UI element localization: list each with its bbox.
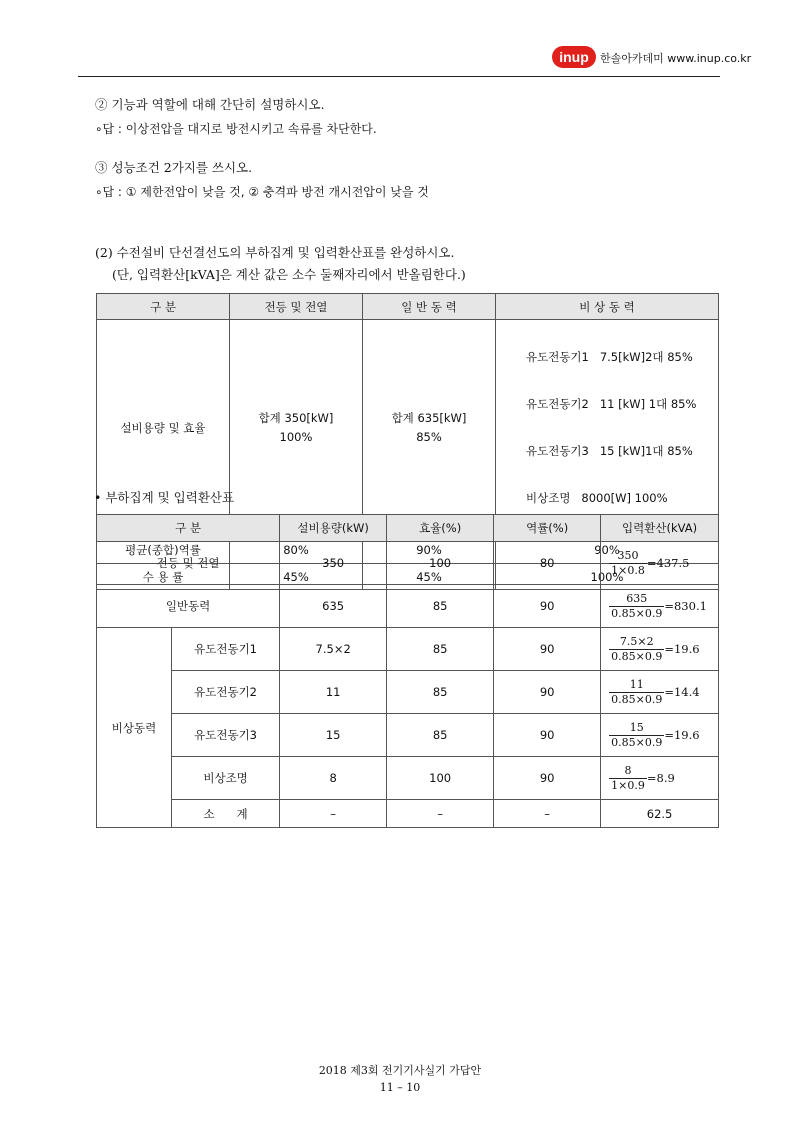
- t1-general-demand: 45%: [363, 564, 496, 590]
- fraction: [609, 764, 647, 793]
- t2-subtotal-efficiency: –: [387, 800, 494, 828]
- fraction: [609, 721, 664, 750]
- t1-light-capacity: [230, 320, 363, 537]
- t2-capacity: 635: [280, 585, 387, 628]
- t2-input-formula: [601, 714, 719, 757]
- denominator: 0.85×0.9: [611, 735, 663, 749]
- t2-subtotal-input: 62.5: [601, 800, 719, 828]
- t1-light-pf: 80%: [230, 537, 363, 564]
- t2-pf: 90: [494, 757, 601, 800]
- t1-emergency-capacity: [496, 320, 719, 537]
- table-row: [97, 542, 719, 585]
- t2-input-formula: [601, 585, 719, 628]
- denominator: 0.85×0.9: [611, 606, 663, 620]
- t1-general-eff: 85%: [416, 430, 442, 444]
- result: =8.9: [646, 771, 675, 785]
- numerator: 15: [609, 721, 664, 736]
- t2-subtotal-capacity: –: [280, 800, 387, 828]
- t1-general-pf: 90%: [363, 537, 496, 564]
- t2-pf: 90: [494, 628, 601, 671]
- q3-title: ③ 성능조건 2가지를 쓰시오.: [95, 160, 253, 175]
- q2-answer: ∘답 : 이상전압을 대지로 방전시키고 속류를 차단한다.: [95, 122, 377, 136]
- t2-row-label: 일반동력: [97, 585, 280, 628]
- t2-input-formula: [601, 757, 719, 800]
- t1-emergency-light: 비상조명 8000[W] 100%: [526, 491, 668, 505]
- numerator: 11: [609, 678, 664, 693]
- numerator: 635: [609, 592, 664, 607]
- t1-header-emergency: 비 상 동 력: [496, 294, 719, 320]
- result: =14.4: [664, 685, 700, 699]
- numerator: 7.5×2: [609, 635, 664, 650]
- q3-answer: ∘답 : ① 제한전압이 낮을 것, ② 충격파 방전 개시전압이 낮을 것: [95, 185, 429, 199]
- t2-capacity: 350: [280, 542, 387, 585]
- result: =437.5: [646, 556, 690, 570]
- t2-efficiency: 85: [387, 628, 494, 671]
- problem2-title: (2) 수전설비 단선결선도의 부하집계 및 입력환산표를 완성하시오.: [95, 245, 455, 260]
- t2-row-label: 전등 및 전열: [97, 542, 280, 585]
- result: =19.6: [664, 728, 700, 742]
- load-summary-table: [96, 514, 719, 828]
- t2-header-efficiency: 효율(%): [387, 515, 494, 542]
- problem2-note: (단, 입력환산[kVA]은 계산 값은 소수 둘째자리에서 반올림한다.): [112, 267, 466, 282]
- t1-motor2: 유도전동기2 11 [kW] 1대 85%: [526, 397, 697, 411]
- t2-header-capacity: 설비용량(kW): [280, 515, 387, 542]
- t1-light-eff: 100%: [279, 430, 313, 444]
- t1-header-category: 구 분: [97, 294, 230, 320]
- section-title: • 부하집계 및 입력환산표: [94, 490, 235, 505]
- table-row: [97, 714, 719, 757]
- denominator: 1×0.9: [611, 778, 645, 792]
- t2-capacity: 15: [280, 714, 387, 757]
- table-row: [97, 671, 719, 714]
- t1-general-total: 합계 635[kW]: [391, 411, 467, 425]
- fraction: [609, 549, 647, 578]
- t1-row-capacity-label: 설비용량 및 효율: [97, 320, 230, 537]
- t2-input-formula: [601, 671, 719, 714]
- t1-row-demand-label: 수 용 률: [97, 564, 230, 590]
- t1-row-pf-label: 평균(종합)역률: [97, 537, 230, 564]
- inup-logo: inup: [552, 46, 596, 68]
- page-number: 11 – 10: [379, 1081, 421, 1094]
- t2-capacity: 7.5×2: [280, 628, 387, 671]
- t2-pf: 80: [494, 542, 601, 585]
- brand-text: 한솔아카데미 www.inup.co.kr: [600, 52, 752, 65]
- t1-light-demand: 45%: [230, 564, 363, 590]
- fraction: [609, 592, 664, 621]
- t2-capacity: 8: [280, 757, 387, 800]
- t2-efficiency: 85: [387, 585, 494, 628]
- t2-efficiency: 85: [387, 714, 494, 757]
- t2-input-formula: [601, 542, 719, 585]
- t2-header-category: 구 분: [97, 515, 280, 542]
- footer-title: 2018 제3회 전기기사실기 가답안: [318, 1064, 482, 1077]
- t1-emergency-demand: 100%: [496, 564, 719, 590]
- t2-header-pf: 역률(%): [494, 515, 601, 542]
- q2-title: ② 기능과 역할에 대해 간단히 설명하시오.: [95, 97, 325, 112]
- result: =830.1: [664, 599, 707, 613]
- t2-row-label: 유도전동기3: [172, 714, 280, 757]
- t2-row-label: 유도전동기2: [172, 671, 280, 714]
- t1-header-general: 일 반 동 력: [363, 294, 496, 320]
- header-divider: [78, 76, 720, 77]
- t1-emergency-pf: 90%: [496, 537, 719, 564]
- t2-row-label: 비상조명: [172, 757, 280, 800]
- page-header: [0, 0, 800, 80]
- t2-efficiency: 85: [387, 671, 494, 714]
- denominator: 0.85×0.9: [611, 649, 663, 663]
- t2-subtotal-pf: –: [494, 800, 601, 828]
- subtotal-row: [97, 800, 719, 828]
- t2-header-input: 입력환산(kVA): [601, 515, 719, 542]
- t2-efficiency: 100: [387, 757, 494, 800]
- t2-subtotal-label: 소 계: [172, 800, 280, 828]
- t2-group-label: 비상동력: [97, 628, 172, 828]
- fraction: [609, 635, 664, 664]
- t2-pf: 90: [494, 714, 601, 757]
- numerator: 8: [609, 764, 647, 779]
- table-row: [97, 757, 719, 800]
- t1-header-light: 전등 및 전열: [230, 294, 363, 320]
- t1-general-capacity: [363, 320, 496, 537]
- denominator: 0.85×0.9: [611, 692, 663, 706]
- t2-pf: 90: [494, 671, 601, 714]
- t2-capacity: 11: [280, 671, 387, 714]
- denominator: 1×0.8: [611, 563, 645, 577]
- t2-row-label: 유도전동기1: [172, 628, 280, 671]
- t2-pf: 90: [494, 585, 601, 628]
- t1-motor1: 유도전동기1 7.5[kW]2대 85%: [526, 350, 693, 364]
- table-row: [97, 628, 719, 671]
- table-row: [97, 585, 719, 628]
- t1-motor3: 유도전동기3 15 [kW]1대 85%: [526, 444, 693, 458]
- result: =19.6: [664, 642, 700, 656]
- numerator: 350: [609, 549, 647, 564]
- fraction: [609, 678, 664, 707]
- t2-efficiency: 100: [387, 542, 494, 585]
- t1-light-total: 합계 350[kW]: [258, 411, 334, 425]
- t2-input-formula: [601, 628, 719, 671]
